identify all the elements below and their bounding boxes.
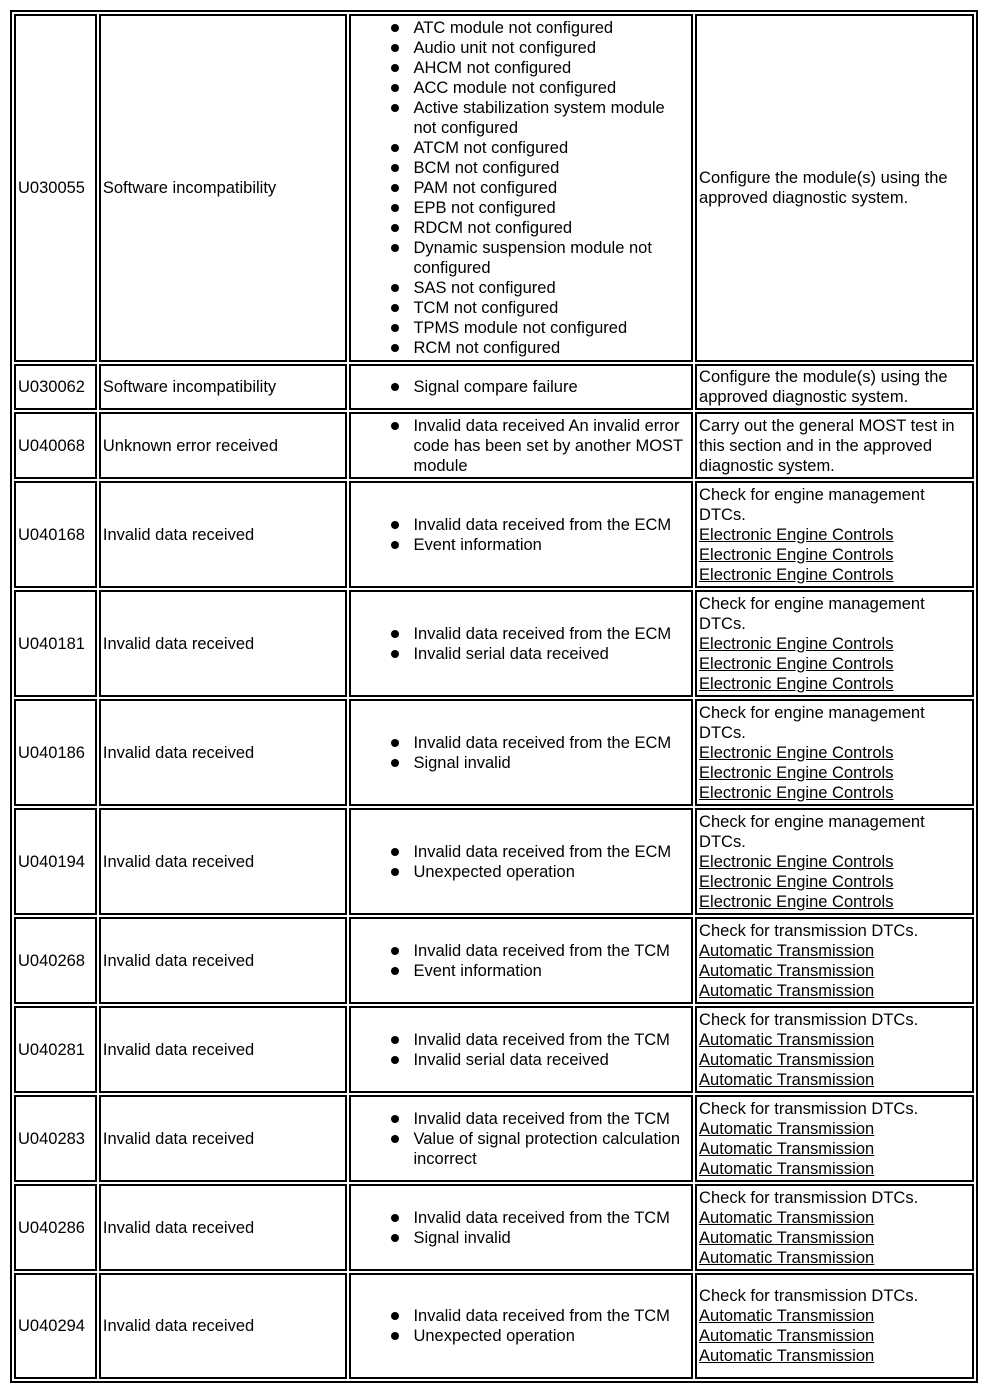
conditions-list bbox=[353, 624, 689, 664]
dtc-action-cell bbox=[695, 699, 974, 806]
dtc-action-cell bbox=[695, 412, 974, 479]
dtc-conditions-cell bbox=[349, 14, 693, 362]
dtc-table-body bbox=[14, 14, 974, 1379]
reference-link[interactable]: Electronic Engine Controls bbox=[699, 852, 894, 871]
reference-link[interactable]: Automatic Transmission bbox=[699, 1139, 875, 1158]
reference-link[interactable]: Automatic Transmission bbox=[699, 1347, 875, 1365]
dtc-code-cell: U040283 bbox=[14, 1095, 97, 1182]
dtc-action-cell bbox=[695, 1006, 974, 1093]
conditions-list bbox=[353, 842, 689, 882]
condition-item: ATC module not configured bbox=[413, 18, 689, 38]
dtc-action-cell bbox=[695, 1273, 974, 1379]
reference-link[interactable]: Automatic Transmission bbox=[699, 1307, 875, 1325]
conditions-list bbox=[353, 416, 689, 476]
action-text: Configure the module(s) using the approved diagnostic system. bbox=[699, 368, 948, 406]
condition-item: Unexpected operation bbox=[413, 862, 689, 882]
reference-link[interactable]: Automatic Transmission bbox=[699, 1208, 875, 1227]
reference-link[interactable]: Automatic Transmission bbox=[699, 941, 875, 960]
reference-link[interactable]: Automatic Transmission bbox=[699, 1030, 875, 1049]
condition-item: Value of signal protection calculation incorrect bbox=[413, 1129, 689, 1169]
conditions-list bbox=[353, 1208, 689, 1248]
condition-item: Event information bbox=[413, 535, 689, 555]
dtc-code-cell: U040294 bbox=[14, 1273, 97, 1379]
condition-item: Invalid data received from the TCM bbox=[413, 941, 689, 961]
condition-item: Dynamic suspension module not configured bbox=[413, 238, 689, 278]
table-row bbox=[14, 590, 974, 697]
dtc-description-cell: Invalid data received bbox=[99, 808, 348, 915]
condition-item: Audio unit not configured bbox=[413, 38, 689, 58]
dtc-description-cell: Invalid data received bbox=[99, 1273, 348, 1379]
action-text: Check for engine management DTCs. bbox=[699, 594, 925, 633]
dtc-code-cell: U040068 bbox=[14, 412, 97, 479]
condition-item: SAS not configured bbox=[413, 278, 689, 298]
conditions-list bbox=[353, 1306, 689, 1346]
condition-item: Signal compare failure bbox=[413, 377, 689, 397]
dtc-conditions-cell bbox=[349, 364, 693, 410]
dtc-conditions-cell bbox=[349, 699, 693, 806]
conditions-list bbox=[353, 377, 689, 397]
conditions-list bbox=[353, 18, 689, 358]
reference-link[interactable]: Electronic Engine Controls bbox=[699, 654, 894, 673]
reference-link[interactable]: Automatic Transmission bbox=[699, 1050, 875, 1069]
reference-link[interactable]: Automatic Transmission bbox=[699, 1119, 875, 1138]
dtc-code-cell: U040281 bbox=[14, 1006, 97, 1093]
reference-link[interactable]: Automatic Transmission bbox=[699, 1248, 875, 1267]
reference-link[interactable]: Automatic Transmission bbox=[699, 1159, 875, 1178]
dtc-action-cell bbox=[695, 481, 974, 588]
condition-item: Invalid data received from the TCM bbox=[413, 1109, 689, 1129]
table-row bbox=[14, 808, 974, 915]
dtc-code-cell: U030055 bbox=[14, 14, 97, 362]
reference-link[interactable]: Electronic Engine Controls bbox=[699, 783, 894, 802]
dtc-conditions-cell bbox=[349, 1184, 693, 1271]
table-row bbox=[14, 481, 974, 588]
dtc-action-cell bbox=[695, 808, 974, 915]
dtc-description-cell: Invalid data received bbox=[99, 699, 348, 806]
condition-item: Invalid data received An invalid error code has been set by another MOST module bbox=[413, 416, 689, 476]
dtc-conditions-cell bbox=[349, 808, 693, 915]
table-row bbox=[14, 1095, 974, 1182]
action-text: Check for transmission DTCs. bbox=[699, 921, 919, 940]
dtc-conditions-cell bbox=[349, 1273, 693, 1379]
dtc-conditions-cell bbox=[349, 917, 693, 1004]
condition-item: Invalid data received from the TCM bbox=[413, 1208, 689, 1228]
condition-item: Invalid serial data received bbox=[413, 644, 689, 664]
dtc-action-cell bbox=[695, 1184, 974, 1271]
dtc-code-cell: U040168 bbox=[14, 481, 97, 588]
condition-item: Invalid data received from the ECM bbox=[413, 842, 689, 862]
action-text: Check for transmission DTCs. bbox=[699, 1010, 919, 1029]
reference-link[interactable]: Electronic Engine Controls bbox=[699, 565, 894, 584]
reference-link[interactable]: Electronic Engine Controls bbox=[699, 872, 894, 891]
dtc-conditions-cell bbox=[349, 1095, 693, 1182]
dtc-description-cell: Software incompatibility bbox=[99, 14, 348, 362]
dtc-description-cell: Invalid data received bbox=[99, 1184, 348, 1271]
condition-item: AHCM not configured bbox=[413, 58, 689, 78]
table-row bbox=[14, 364, 974, 410]
condition-item: Invalid data received from the ECM bbox=[413, 624, 689, 644]
conditions-list bbox=[353, 1109, 689, 1169]
reference-link[interactable]: Electronic Engine Controls bbox=[699, 674, 894, 693]
dtc-code-cell: U040186 bbox=[14, 699, 97, 806]
dtc-description-cell: Invalid data received bbox=[99, 1095, 348, 1182]
condition-item: Signal invalid bbox=[413, 753, 689, 773]
action-text: Check for transmission DTCs. bbox=[699, 1188, 919, 1207]
dtc-code-cell: U040181 bbox=[14, 590, 97, 697]
conditions-list bbox=[353, 733, 689, 773]
table-row bbox=[14, 1273, 974, 1379]
reference-link[interactable]: Automatic Transmission bbox=[699, 961, 875, 980]
conditions-list bbox=[353, 941, 689, 981]
condition-item: ACC module not configured bbox=[413, 78, 689, 98]
dtc-action-cell bbox=[695, 1095, 974, 1182]
table-row bbox=[14, 14, 974, 362]
conditions-list bbox=[353, 1030, 689, 1070]
condition-item: Invalid data received from the TCM bbox=[413, 1030, 689, 1050]
reference-link[interactable]: Automatic Transmission bbox=[699, 1327, 875, 1345]
reference-link[interactable]: Automatic Transmission bbox=[699, 1070, 875, 1089]
dtc-code-cell: U040194 bbox=[14, 808, 97, 915]
action-text: Check for engine management DTCs. bbox=[699, 812, 925, 851]
condition-item: RDCM not configured bbox=[413, 218, 689, 238]
action-text: Check for transmission DTCs. bbox=[699, 1287, 919, 1305]
table-row bbox=[14, 1006, 974, 1093]
dtc-description-cell: Invalid data received bbox=[99, 481, 348, 588]
condition-item: Invalid data received from the ECM bbox=[413, 515, 689, 535]
condition-item: Invalid data received from the TCM bbox=[413, 1306, 689, 1326]
condition-item: TCM not configured bbox=[413, 298, 689, 318]
condition-item: PAM not configured bbox=[413, 178, 689, 198]
reference-link[interactable]: Electronic Engine Controls bbox=[699, 743, 894, 762]
reference-link[interactable]: Electronic Engine Controls bbox=[699, 634, 894, 653]
dtc-conditions-cell bbox=[349, 590, 693, 697]
dtc-code-cell: U040268 bbox=[14, 917, 97, 1004]
reference-link[interactable]: Electronic Engine Controls bbox=[699, 763, 894, 782]
dtc-table bbox=[10, 10, 978, 1383]
reference-link[interactable]: Electronic Engine Controls bbox=[699, 545, 894, 564]
dtc-conditions-cell bbox=[349, 412, 693, 479]
condition-item: EPB not configured bbox=[413, 198, 689, 218]
dtc-conditions-cell bbox=[349, 481, 693, 588]
table-row bbox=[14, 412, 974, 479]
condition-item: ATCM not configured bbox=[413, 138, 689, 158]
dtc-action-cell bbox=[695, 14, 974, 362]
dtc-description-cell: Unknown error received bbox=[99, 412, 348, 479]
conditions-list bbox=[353, 515, 689, 555]
table-row bbox=[14, 699, 974, 806]
action-text: Carry out the general MOST test in this section and in the approved diagnostic system. bbox=[699, 416, 955, 475]
condition-item: BCM not configured bbox=[413, 158, 689, 178]
dtc-description-cell: Software incompatibility bbox=[99, 364, 348, 410]
action-text: Check for engine management DTCs. bbox=[699, 485, 925, 524]
table-row bbox=[14, 1184, 974, 1271]
condition-item: Event information bbox=[413, 961, 689, 981]
action-text: Check for transmission DTCs. bbox=[699, 1099, 919, 1118]
dtc-code-cell: U030062 bbox=[14, 364, 97, 410]
dtc-description-cell: Invalid data received bbox=[99, 590, 348, 697]
dtc-action-cell bbox=[695, 364, 974, 410]
action-text: Check for engine management DTCs. bbox=[699, 703, 925, 742]
table-row bbox=[14, 917, 974, 1004]
dtc-description-cell: Invalid data received bbox=[99, 1006, 348, 1093]
condition-item: RCM not configured bbox=[413, 338, 689, 358]
condition-item: Active stabilization system module not configured bbox=[413, 98, 689, 138]
dtc-conditions-cell bbox=[349, 1006, 693, 1093]
condition-item: Unexpected operation bbox=[413, 1326, 689, 1346]
dtc-code-cell: U040286 bbox=[14, 1184, 97, 1271]
dtc-action-cell bbox=[695, 917, 974, 1004]
reference-link[interactable]: Electronic Engine Controls bbox=[699, 892, 894, 911]
condition-item: Invalid data received from the ECM bbox=[413, 733, 689, 753]
reference-link[interactable]: Electronic Engine Controls bbox=[699, 525, 894, 544]
dtc-description-cell: Invalid data received bbox=[99, 917, 348, 1004]
condition-item: TPMS module not configured bbox=[413, 318, 689, 338]
reference-link[interactable]: Automatic Transmission bbox=[699, 1228, 875, 1247]
action-text: Configure the module(s) using the approved diagnostic system. bbox=[699, 169, 948, 207]
dtc-action-cell bbox=[695, 590, 974, 697]
condition-item: Invalid serial data received bbox=[413, 1050, 689, 1070]
condition-item: Signal invalid bbox=[413, 1228, 689, 1248]
reference-link[interactable]: Automatic Transmission bbox=[699, 981, 875, 1000]
